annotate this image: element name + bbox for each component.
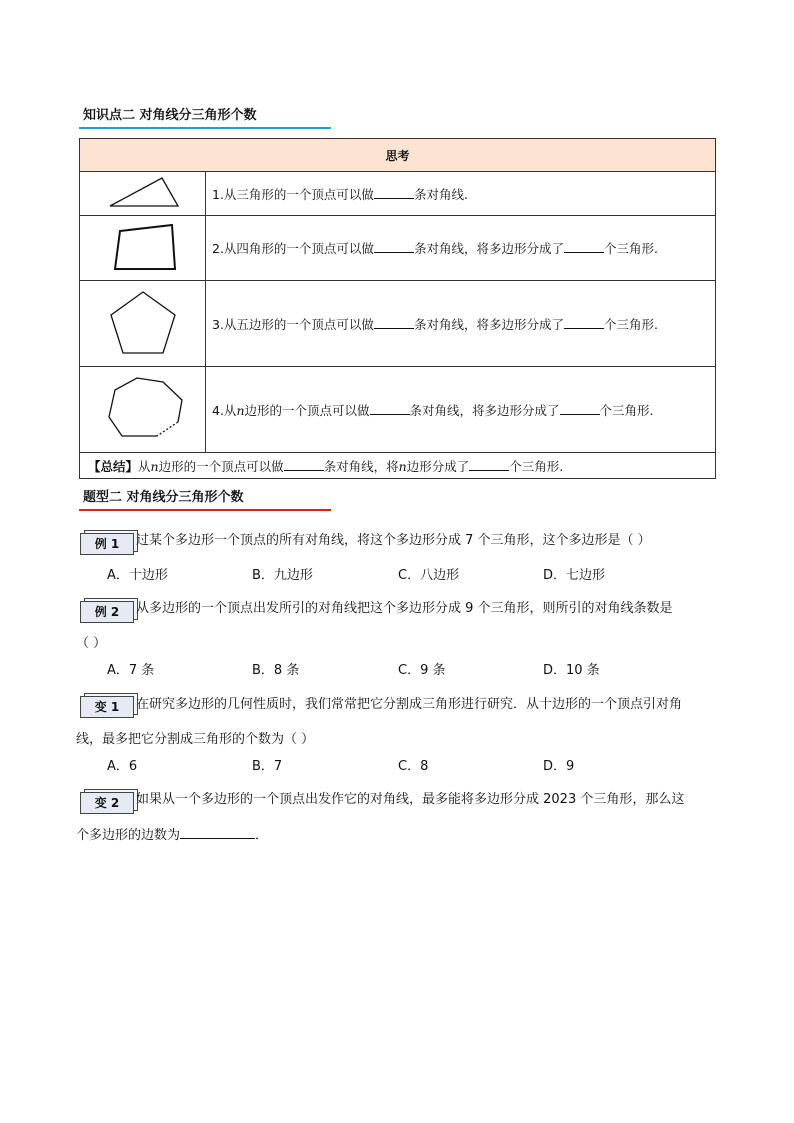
row-4-prefix: 4.从 <box>212 402 237 418</box>
section-underline-red <box>79 509 331 511</box>
summary-label: 【总结】 <box>88 458 139 474</box>
question-text-part: 个多边形的边数为 <box>76 828 181 843</box>
variable-n: n <box>398 458 407 474</box>
table-row <box>80 367 716 453</box>
triangle-icon <box>80 172 206 216</box>
row-4-prefix-2: 边形的一个顶点可以做 <box>244 402 370 418</box>
section-title-question-type: 题型二 对角线分三角形个数 <box>83 490 244 505</box>
row-2-text <box>206 216 716 281</box>
option-d[interactable]: D．10 条 <box>543 663 600 678</box>
question-text: 如果从一个多边形的一个顶点出发作它的对角线，最多能将多边形分成 2023 个三角形，那么这 <box>136 792 685 807</box>
table-row <box>80 281 716 367</box>
option-a[interactable]: A．十边形 <box>107 568 168 583</box>
row-3-middle: 条对角线，将多边形分成了 <box>413 316 564 332</box>
summary-part: 边形分成了 <box>406 458 470 474</box>
answer-blank[interactable] <box>560 402 600 415</box>
row-4-middle: 条对角线，将多边形分成了 <box>409 402 560 418</box>
question-text: 从多边形的一个顶点出发所引的对角线把这个多边形分成 9 个三角形，则所引的对角线条数是 <box>136 601 673 616</box>
answer-blank[interactable] <box>564 240 604 253</box>
pentagon-icon <box>80 281 206 367</box>
answer-blank[interactable] <box>180 826 255 839</box>
table-header: 思考 <box>80 139 716 172</box>
summary-part: 边形的一个顶点可以做 <box>158 458 284 474</box>
variable-n: n <box>150 458 159 474</box>
variation-badge: 变 1 <box>80 696 134 718</box>
answer-blank[interactable] <box>284 458 324 471</box>
answer-blank[interactable] <box>469 458 509 471</box>
example-badge: 例 1 <box>80 533 134 555</box>
row-2-middle: 条对角线，将多边形分成了 <box>413 241 564 256</box>
table-row <box>80 216 716 281</box>
option-b[interactable]: B．7 <box>252 759 283 774</box>
answer-blank[interactable] <box>370 402 410 415</box>
row-2-prefix: 2.从四角形的一个顶点可以做 <box>212 241 374 256</box>
option-c[interactable]: C．八边形 <box>398 568 460 583</box>
row-1-prefix: 1.从三角形的一个顶点可以做 <box>212 186 374 202</box>
answer-blank[interactable] <box>374 240 414 253</box>
summary-part: 条对角线，将 <box>323 458 399 474</box>
option-d[interactable]: D．9 <box>543 759 575 774</box>
table-row <box>80 172 716 216</box>
option-b[interactable]: B．九边形 <box>252 568 313 583</box>
option-b[interactable]: B．8 条 <box>252 663 300 678</box>
answer-blank[interactable] <box>564 316 604 329</box>
summary-part: 从 <box>138 458 151 474</box>
variable-n: n <box>236 402 245 418</box>
option-c[interactable]: C．8 <box>398 759 429 774</box>
row-4-text <box>206 367 716 453</box>
row-3-text <box>206 281 716 367</box>
row-4-suffix: 个三角形. <box>599 402 654 418</box>
answer-blank[interactable] <box>374 186 414 199</box>
polygon-icon <box>80 367 206 453</box>
question-text-continued <box>76 826 268 846</box>
option-c[interactable]: C．9 条 <box>398 663 446 678</box>
question-text: 过某个多边形一个顶点的所有对角线，将这个多边形分成 7 个三角形，这个多边形是（ ） <box>136 533 651 548</box>
summary-part: 个三角形. <box>509 458 564 474</box>
row-2-suffix: 个三角形. <box>603 241 658 256</box>
answer-blank[interactable] <box>374 316 414 329</box>
section-title-knowledge: 知识点二 对角线分三角形个数 <box>83 108 257 123</box>
row-1-text <box>206 172 716 216</box>
quadrilateral-icon <box>80 216 206 281</box>
question-text-end: ． <box>255 828 269 843</box>
row-3-suffix: 个三角形. <box>603 316 658 332</box>
option-d[interactable]: D．七边形 <box>543 568 606 583</box>
row-3-prefix: 3.从五边形的一个顶点可以做 <box>212 316 374 332</box>
question-text: 在研究多边形的几何性质时，我们常常把它分割成三角形进行研究．从十边形的一个顶点引对角 <box>136 697 683 712</box>
row-1-suffix: 条对角线. <box>413 186 468 202</box>
option-a[interactable]: A．7 条 <box>107 663 155 678</box>
question-text-continued: （ ） <box>76 636 107 651</box>
section-underline-blue <box>79 127 331 129</box>
variation-badge: 变 2 <box>80 792 134 814</box>
option-a[interactable]: A．6 <box>107 759 138 774</box>
question-text-continued: 线，最多把它分割成三角形的个数为（ ） <box>76 732 315 747</box>
thinking-table <box>79 138 716 479</box>
summary-text <box>80 453 716 479</box>
example-badge: 例 2 <box>80 601 134 623</box>
summary-row <box>80 453 716 479</box>
